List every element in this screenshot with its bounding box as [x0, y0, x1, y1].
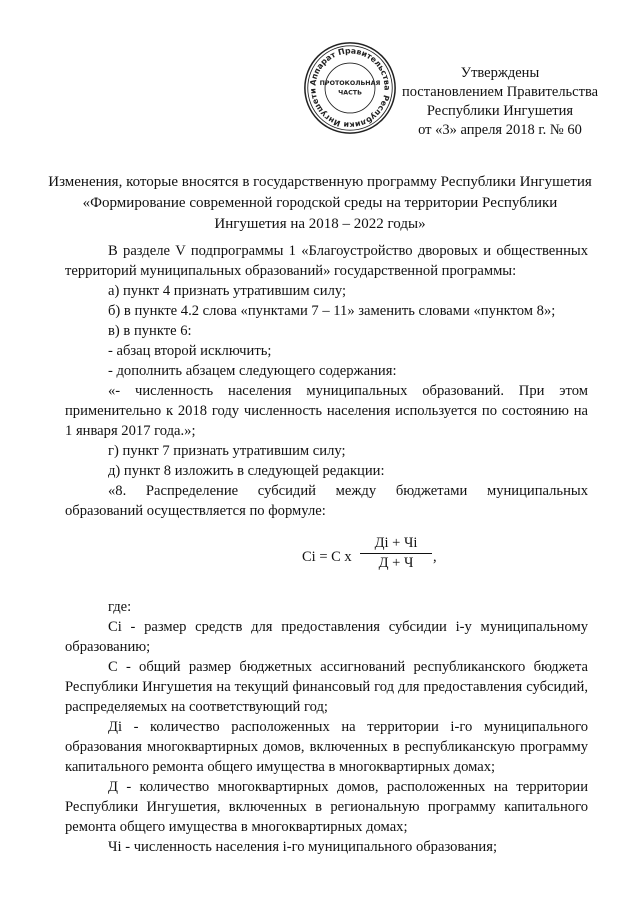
intro-paragraph: В разделе V подпрограммы 1 «Благоустройство дворовых и общественных территорий муниципальных образований» государственной программы: [65, 243, 588, 279]
title-line-1: Изменения, которые вносятся в государственную программу Республики Ингушетия [48, 174, 592, 190]
clause-8-paragraph: «8. Распределение субсидий между бюджетами муниципальных образований осуществляется по формуле: [65, 483, 588, 519]
item-b: б) в пункте 4.2 слова «пунктами 7 – 11» заменить словами «пунктом 8»; [108, 303, 556, 319]
formula-lhs: Сi = С х [302, 549, 352, 565]
approval-line-1: Утверждены [460, 65, 540, 81]
formula-numerator: Дi + Чi [360, 535, 432, 554]
item-v-sub-1: - абзац второй исключить; [108, 343, 272, 359]
seal-stamp-graphic [302, 40, 398, 136]
definition-c: С - общий размер бюджетных ассигнований республиканского бюджета Республики Ингушетия на текущий финансовый год для предоставления субсидий, распределяемых на соответствующий год; [65, 659, 588, 715]
svg-text:Республики Ингушетия: Республики Ингушети [308, 87, 391, 130]
item-v: в) в пункте 6: [108, 323, 192, 339]
formula-comma: , [433, 549, 437, 565]
item-g: г) пункт 7 признать утратившим силу; [108, 443, 346, 459]
formula-fraction [360, 535, 432, 572]
quote-paragraph: «- численность населения муниципальных образований. При этом применительно к 2018 году численность населения используется по состоянию на 1 января 2017 года.»; [65, 383, 588, 439]
subsidy-formula [230, 535, 470, 575]
formula-denominator: Д + Ч [378, 555, 414, 571]
svg-text:ЧАСТЬ: ЧАСТЬ [338, 89, 362, 97]
item-d: д) пункт 8 изложить в следующей редакции: [108, 463, 385, 479]
title-line-2: «Формирование современной городской среды на территории Республики [82, 195, 558, 211]
definition-ci: Сi - размер средств для предоставления субсидии i-у муниципальному образованию; [65, 619, 588, 655]
item-v-sub-2: - дополнить абзацем следующего содержания: [108, 363, 397, 379]
svg-text:ПРОТОКОЛЬНАЯ: ПРОТОКОЛЬНАЯ [319, 80, 381, 88]
seal-stamp [302, 40, 398, 136]
definition-di: Дi - количество расположенных на территории i-го муниципального образования многоквартирных домов, включенных в республиканскую программу капитального ремонта общего имущества в многоквартирных домах; [65, 719, 588, 775]
approval-line-2: постановлением Правительства [401, 84, 599, 100]
approval-line-3: Республики Ингушетия [426, 103, 574, 119]
approval-block [400, 64, 600, 140]
approval-line-4: от «3» апреля 2018 г. № 60 [418, 122, 582, 138]
title-line-3: Ингушетия на 2018 – 2022 годы» [214, 216, 426, 232]
item-a: а) пункт 4 признать утратившим силу; [108, 283, 347, 299]
svg-text:Аппарат Правительства: Аппарат Правительства [308, 46, 392, 91]
definition-d: Д - количество многоквартирных домов, расположенных на территории Республики Ингушетия, включенных в региональную программу капитального ремонта общего имущества в многоквартирных домах; [65, 779, 588, 835]
where-label: где: [108, 599, 132, 615]
definition-chi: Чi - численность населения i-го муниципального образования; [108, 839, 498, 855]
document-title [40, 172, 600, 235]
